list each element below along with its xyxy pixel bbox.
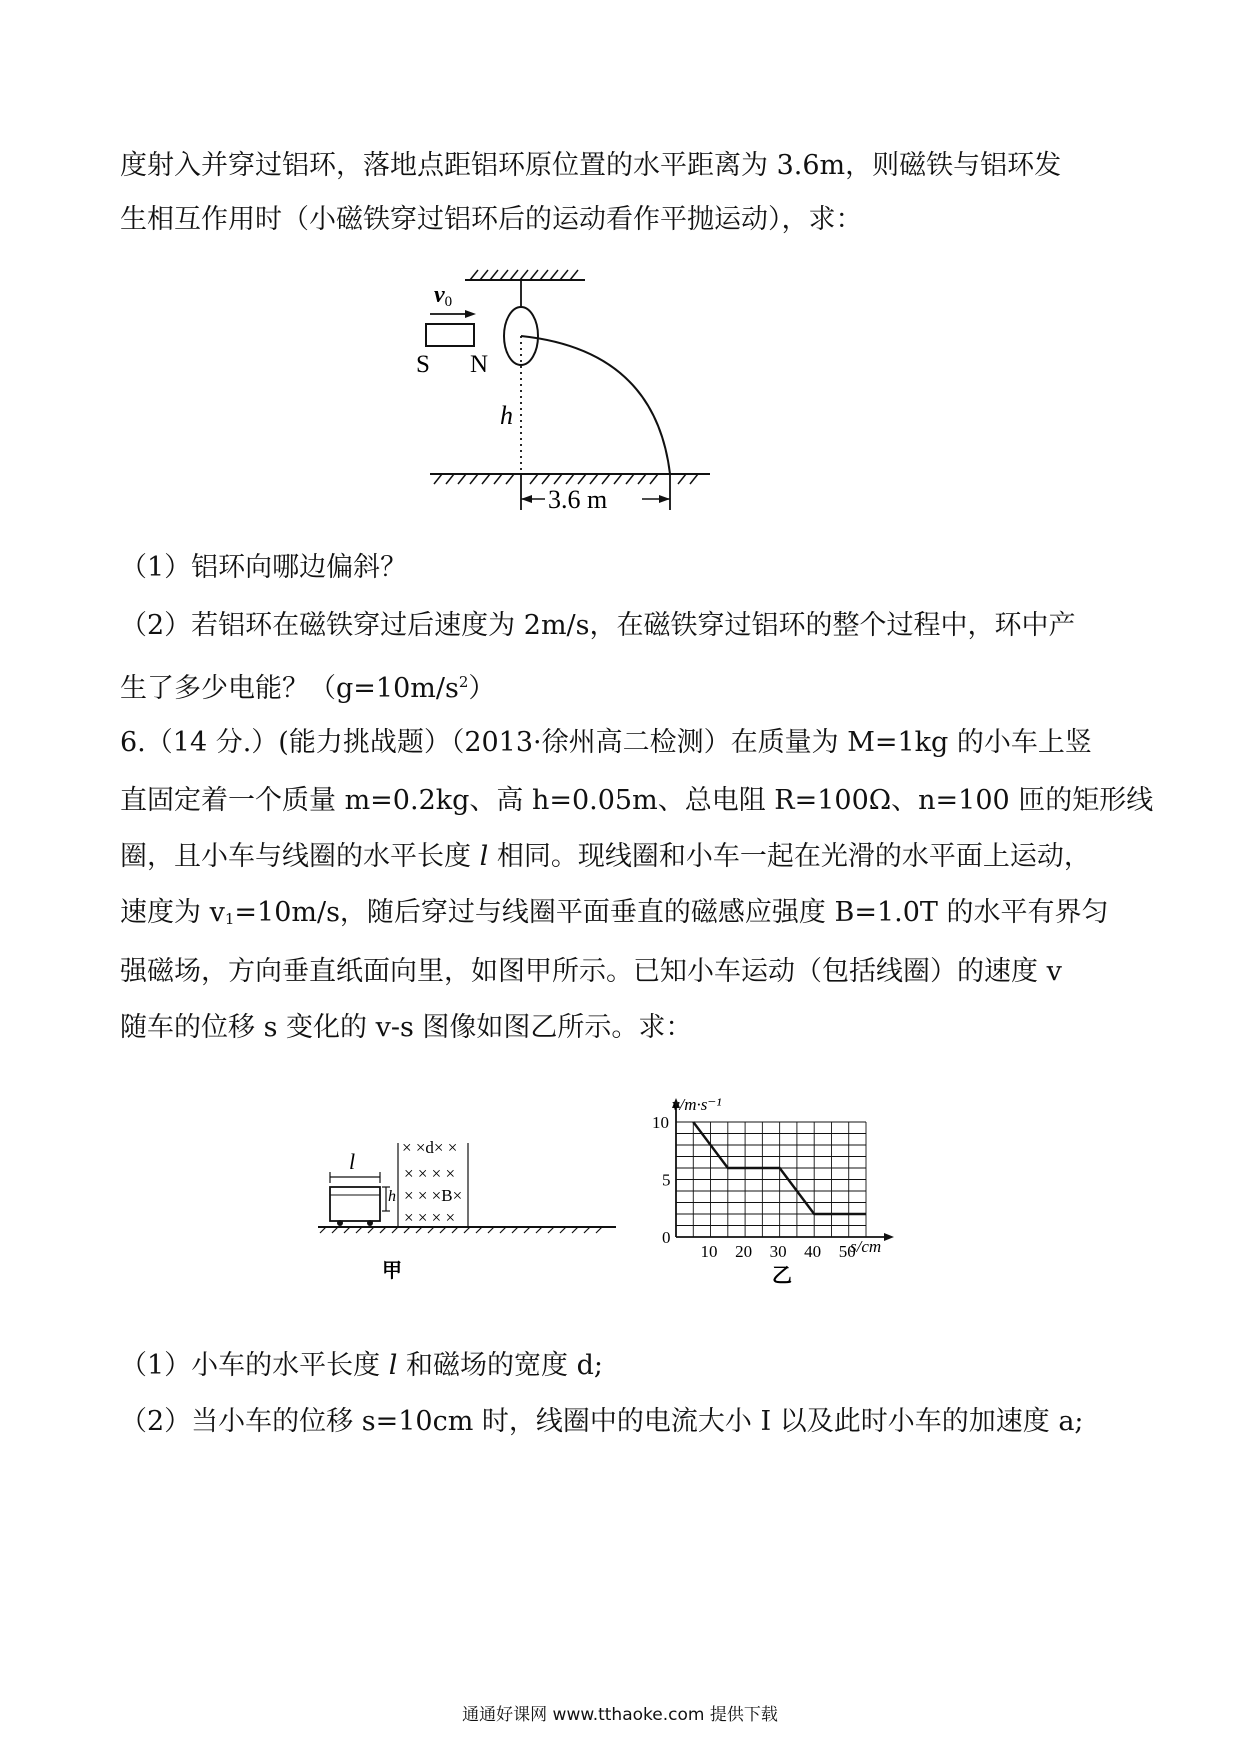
problem-6-line-3: 圈，且小车与线圈的水平长度 l 相同。现线圈和小车一起在光滑的水平面上运动， — [120, 841, 1091, 872]
field-row-4: × × × × — [404, 1208, 456, 1227]
field-row-2: × × × × — [404, 1164, 456, 1183]
magnet — [426, 324, 474, 346]
problem-6-line-6: 随车的位移 s 变化的 v-s 图像如图乙所示。求： — [120, 1012, 693, 1043]
problem-6-line-1: 6.（14 分.）(能力挑战题）（2013·徐州高二检测）在质量为 M=1kg 的小车上竖 — [120, 727, 1092, 758]
problem-6-line-4: 速度为 v1=10m/s，随后穿过与线圈平面垂直的磁感应强度 B=1.0T 的水平有界匀 — [120, 897, 1109, 928]
x-tick-label: 10 — [700, 1242, 718, 1261]
x-tick-label: 30 — [769, 1242, 787, 1261]
x-tick-label: 20 — [735, 1242, 753, 1261]
distance-label: 3.6 m — [548, 485, 608, 514]
figure-jia-caption: 甲 — [382, 1260, 402, 1282]
vs-chart — [642, 1092, 932, 1332]
chart-caption: 乙 — [772, 1265, 792, 1287]
cart-length-label: l — [349, 1149, 356, 1174]
footer-source: 通通好课网 www.tthaoke.com 提供下载 — [462, 1705, 778, 1725]
magnet-ring-figure — [416, 262, 730, 522]
y-tick-label: 0 — [662, 1228, 671, 1247]
figure-jia — [318, 1125, 618, 1285]
x-axis-arrow — [884, 1233, 894, 1241]
text-line-1: 度射入并穿过铝环，落地点距铝环原位置的水平距离为 3.6m，则磁铁与铝环发 — [120, 150, 1062, 181]
sub-question-1: （1）小车的水平长度 l 和磁场的宽度 d; — [120, 1350, 603, 1381]
question-2-line-1: （2）若铝环在磁铁穿过后速度为 2m/s，在磁铁穿过铝环的整个过程中，环中产 — [120, 610, 1076, 641]
sub-question-2: （2）当小车的位移 s=10cm 时，线圈中的电流大小 I 以及此时小车的加速度 a; — [120, 1406, 1084, 1437]
chart-xlabel: s/cm — [850, 1237, 882, 1256]
text-line-2: 生相互作用时（小磁铁穿过铝环后的运动看作平抛运动），求： — [120, 204, 863, 235]
coil-height-label: h — [388, 1188, 396, 1205]
y-tick-label: 10 — [652, 1113, 669, 1132]
height-label: h — [500, 401, 513, 430]
x-tick-label: 40 — [804, 1242, 822, 1261]
magnet-n-label: N — [470, 351, 489, 378]
question-2-line-2: 生了多少电能？$(g=10m/s^2)$ — [120, 673, 496, 704]
y-tick-label: 5 — [662, 1170, 671, 1190]
question-1: （1）铝环向哪边偏斜？ — [120, 552, 408, 583]
v0-label: v0 — [434, 282, 453, 310]
x-tick-label: 50 — [838, 1242, 856, 1261]
magnet-s-label: S — [416, 351, 430, 378]
trajectory — [521, 336, 670, 474]
chart-ylabel: v/m·s⁻¹ — [672, 1095, 722, 1114]
field-row-1: × ×d× × — [402, 1138, 458, 1157]
problem-6-line-2: 直固定着一个质量 m=0.2kg、高 h=0.05m、总电阻 R=100Ω、n=100 匝的矩形线 — [120, 785, 1154, 816]
cart — [330, 1187, 380, 1221]
field-row-3: × × ×B× — [404, 1186, 463, 1205]
problem-6-line-5: 强磁场，方向垂直纸面向里，如图甲所示。已知小车运动（包括线圈）的速度 v — [120, 956, 1062, 987]
